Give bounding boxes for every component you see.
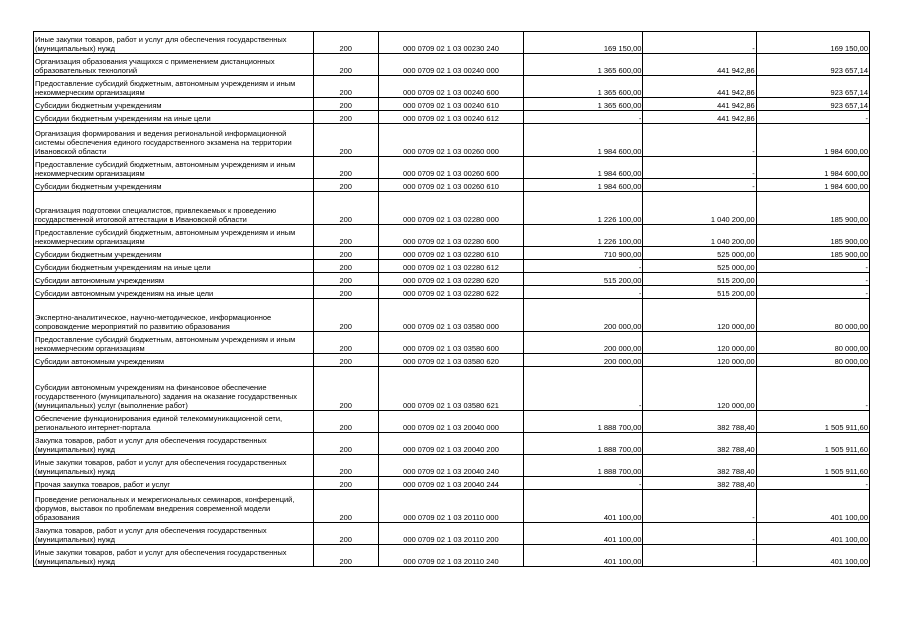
- row-executed-cell: -: [643, 545, 756, 567]
- row-approved-cell: 515 200,00: [524, 273, 643, 286]
- row-executed-cell: 382 788,40: [643, 433, 756, 455]
- row-unexecuted-cell: -: [756, 367, 869, 411]
- row-unexecuted-cell: -: [756, 477, 869, 490]
- row-unexecuted-cell: 1 505 911,60: [756, 433, 869, 455]
- row-name-cell: Иные закупки товаров, работ и услуг для обеспечения государственных (муниципальных) нужд: [34, 545, 314, 567]
- row-code-cell: 200: [313, 98, 378, 111]
- row-approved-cell: 1 365 600,00: [524, 54, 643, 76]
- row-executed-cell: 382 788,40: [643, 455, 756, 477]
- row-executed-cell: 120 000,00: [643, 299, 756, 332]
- table-row: [34, 455, 870, 477]
- row-code-cell: 200: [313, 260, 378, 273]
- table-row: [34, 411, 870, 433]
- row-approved-cell: -: [524, 477, 643, 490]
- table-row: [34, 523, 870, 545]
- row-name-cell: Предоставление субсидий бюджетным, автономным учреждениям и иным некоммерческим организациям: [34, 225, 314, 247]
- row-kbk-cell: 000 0709 02 1 03 02280 622: [378, 286, 523, 299]
- row-name-cell: Иные закупки товаров, работ и услуг для обеспечения государственных (муниципальных) нужд: [34, 455, 314, 477]
- row-code-cell: 200: [313, 76, 378, 98]
- row-approved-cell: 401 100,00: [524, 490, 643, 523]
- row-name-cell: Субсидии автономным учреждениям: [34, 273, 314, 286]
- row-kbk-cell: 000 0709 02 1 03 20110 000: [378, 490, 523, 523]
- row-kbk-cell: 000 0709 02 1 03 02280 000: [378, 192, 523, 225]
- row-code-cell: 200: [313, 124, 378, 157]
- table-row: [34, 32, 870, 54]
- row-executed-cell: 515 200,00: [643, 273, 756, 286]
- table-row: [34, 354, 870, 367]
- row-code-cell: 200: [313, 273, 378, 286]
- row-approved-cell: 401 100,00: [524, 545, 643, 567]
- row-executed-cell: -: [643, 179, 756, 192]
- row-code-cell: 200: [313, 411, 378, 433]
- row-name-cell: Обеспечение функционирования единой телекоммуникационной сети, регионального интернет-портала: [34, 411, 314, 433]
- row-unexecuted-cell: 169 150,00: [756, 32, 869, 54]
- row-code-cell: 200: [313, 433, 378, 455]
- table-body: [34, 32, 870, 567]
- row-kbk-cell: 000 0709 02 1 03 02280 612: [378, 260, 523, 273]
- row-code-cell: 200: [313, 111, 378, 124]
- row-code-cell: 200: [313, 32, 378, 54]
- table-row: [34, 332, 870, 354]
- row-approved-cell: 200 000,00: [524, 299, 643, 332]
- row-executed-cell: 120 000,00: [643, 354, 756, 367]
- table-row: [34, 433, 870, 455]
- row-kbk-cell: 000 0709 02 1 03 03580 600: [378, 332, 523, 354]
- row-approved-cell: -: [524, 286, 643, 299]
- row-kbk-cell: 000 0709 02 1 03 20110 240: [378, 545, 523, 567]
- row-approved-cell: 200 000,00: [524, 354, 643, 367]
- row-executed-cell: 120 000,00: [643, 367, 756, 411]
- row-executed-cell: -: [643, 523, 756, 545]
- row-executed-cell: 525 000,00: [643, 247, 756, 260]
- row-name-cell: Субсидии автономным учреждениям: [34, 354, 314, 367]
- row-unexecuted-cell: 401 100,00: [756, 545, 869, 567]
- row-code-cell: 200: [313, 157, 378, 179]
- table-row: [34, 273, 870, 286]
- row-code-cell: 200: [313, 286, 378, 299]
- row-unexecuted-cell: 185 900,00: [756, 225, 869, 247]
- row-executed-cell: 1 040 200,00: [643, 225, 756, 247]
- row-approved-cell: -: [524, 260, 643, 273]
- row-approved-cell: 1 365 600,00: [524, 98, 643, 111]
- row-unexecuted-cell: 80 000,00: [756, 332, 869, 354]
- row-code-cell: 200: [313, 299, 378, 332]
- table-row: [34, 247, 870, 260]
- row-unexecuted-cell: 401 100,00: [756, 490, 869, 523]
- row-name-cell: Субсидии бюджетным учреждениям: [34, 179, 314, 192]
- row-kbk-cell: 000 0709 02 1 03 00240 000: [378, 54, 523, 76]
- row-name-cell: Субсидии бюджетным учреждениям: [34, 98, 314, 111]
- row-unexecuted-cell: 185 900,00: [756, 247, 869, 260]
- table-row: [34, 545, 870, 567]
- row-code-cell: 200: [313, 490, 378, 523]
- row-approved-cell: -: [524, 367, 643, 411]
- row-approved-cell: 169 150,00: [524, 32, 643, 54]
- row-code-cell: 200: [313, 367, 378, 411]
- row-executed-cell: 441 942,86: [643, 111, 756, 124]
- row-kbk-cell: 000 0709 02 1 03 00260 600: [378, 157, 523, 179]
- row-executed-cell: 441 942,86: [643, 54, 756, 76]
- table-row: [34, 477, 870, 490]
- row-approved-cell: -: [524, 111, 643, 124]
- row-executed-cell: 382 788,40: [643, 477, 756, 490]
- row-kbk-cell: 000 0709 02 1 03 00240 612: [378, 111, 523, 124]
- row-code-cell: 200: [313, 455, 378, 477]
- row-executed-cell: 1 040 200,00: [643, 192, 756, 225]
- row-kbk-cell: 000 0709 02 1 03 03580 620: [378, 354, 523, 367]
- row-code-cell: 200: [313, 545, 378, 567]
- table-row: [34, 124, 870, 157]
- row-name-cell: Организация подготовки специалистов, привлекаемых к проведению государственной итоговой аттестации в Ивановской области: [34, 192, 314, 225]
- row-approved-cell: 1 984 600,00: [524, 124, 643, 157]
- table-row: [34, 179, 870, 192]
- row-name-cell: Организация образования учащихся с применением дистанционных образовательных технологий: [34, 54, 314, 76]
- row-name-cell: Закупка товаров, работ и услуг для обеспечения государственных (муниципальных) нужд: [34, 523, 314, 545]
- row-code-cell: 200: [313, 54, 378, 76]
- row-unexecuted-cell: 1 984 600,00: [756, 157, 869, 179]
- table-row: [34, 490, 870, 523]
- row-code-cell: 200: [313, 332, 378, 354]
- row-name-cell: Закупка товаров, работ и услуг для обеспечения государственных (муниципальных) нужд: [34, 433, 314, 455]
- row-approved-cell: 1 984 600,00: [524, 157, 643, 179]
- row-unexecuted-cell: 185 900,00: [756, 192, 869, 225]
- row-unexecuted-cell: 1 984 600,00: [756, 124, 869, 157]
- row-name-cell: Субсидии автономным учреждениям на финансовое обеспечение государственного (муниципального) задания на оказание государственных (муниципальных) услуг (выполнение работ): [34, 367, 314, 411]
- table-row: [34, 225, 870, 247]
- row-name-cell: Проведение региональных и межрегиональных семинаров, конференций, форумов, выставок по проблемам внедрения современной модели образования: [34, 490, 314, 523]
- row-code-cell: 200: [313, 354, 378, 367]
- table-row: [34, 286, 870, 299]
- row-executed-cell: -: [643, 157, 756, 179]
- row-kbk-cell: 000 0709 02 1 03 00260 610: [378, 179, 523, 192]
- row-unexecuted-cell: 1 984 600,00: [756, 179, 869, 192]
- row-approved-cell: 710 900,00: [524, 247, 643, 260]
- row-executed-cell: 515 200,00: [643, 286, 756, 299]
- row-kbk-cell: 000 0709 02 1 03 02280 600: [378, 225, 523, 247]
- row-kbk-cell: 000 0709 02 1 03 20110 200: [378, 523, 523, 545]
- row-kbk-cell: 000 0709 02 1 03 20040 240: [378, 455, 523, 477]
- row-name-cell: Предоставление субсидий бюджетным, автономным учреждениям и иным некоммерческим организациям: [34, 332, 314, 354]
- row-code-cell: 200: [313, 192, 378, 225]
- row-executed-cell: 525 000,00: [643, 260, 756, 273]
- row-name-cell: Субсидии бюджетным учреждениям на иные цели: [34, 260, 314, 273]
- row-name-cell: Предоставление субсидий бюджетным, автономным учреждениям и иным некоммерческим организациям: [34, 76, 314, 98]
- row-kbk-cell: 000 0709 02 1 03 00240 610: [378, 98, 523, 111]
- table-row: [34, 299, 870, 332]
- row-approved-cell: 1 226 100,00: [524, 225, 643, 247]
- row-kbk-cell: 000 0709 02 1 03 02280 620: [378, 273, 523, 286]
- row-kbk-cell: 000 0709 02 1 03 20040 000: [378, 411, 523, 433]
- row-executed-cell: -: [643, 490, 756, 523]
- row-name-cell: Организация формирования и ведения региональной информационной системы обеспечения единого государственного экзамена на территории Ивановской области: [34, 124, 314, 157]
- row-unexecuted-cell: 923 657,14: [756, 98, 869, 111]
- row-executed-cell: 441 942,86: [643, 98, 756, 111]
- row-name-cell: Субсидии бюджетным учреждениям: [34, 247, 314, 260]
- table-row: [34, 54, 870, 76]
- row-unexecuted-cell: -: [756, 111, 869, 124]
- row-unexecuted-cell: 80 000,00: [756, 354, 869, 367]
- table-row: [34, 367, 870, 411]
- row-name-cell: Предоставление субсидий бюджетным, автономным учреждениям и иным некоммерческим организациям: [34, 157, 314, 179]
- row-approved-cell: 401 100,00: [524, 523, 643, 545]
- row-unexecuted-cell: -: [756, 260, 869, 273]
- row-kbk-cell: 000 0709 02 1 03 20040 244: [378, 477, 523, 490]
- row-kbk-cell: 000 0709 02 1 03 03580 000: [378, 299, 523, 332]
- row-approved-cell: 1 226 100,00: [524, 192, 643, 225]
- row-unexecuted-cell: 1 505 911,60: [756, 411, 869, 433]
- row-kbk-cell: 000 0709 02 1 03 02280 610: [378, 247, 523, 260]
- row-unexecuted-cell: 923 657,14: [756, 76, 869, 98]
- table-row: [34, 260, 870, 273]
- row-unexecuted-cell: -: [756, 273, 869, 286]
- row-unexecuted-cell: 80 000,00: [756, 299, 869, 332]
- row-executed-cell: 120 000,00: [643, 332, 756, 354]
- row-unexecuted-cell: 923 657,14: [756, 54, 869, 76]
- row-approved-cell: 1 984 600,00: [524, 179, 643, 192]
- row-executed-cell: 441 942,86: [643, 76, 756, 98]
- row-name-cell: Иные закупки товаров, работ и услуг для обеспечения государственных (муниципальных) нужд: [34, 32, 314, 54]
- row-approved-cell: 1 365 600,00: [524, 76, 643, 98]
- table-row: [34, 98, 870, 111]
- row-unexecuted-cell: -: [756, 286, 869, 299]
- row-code-cell: 200: [313, 477, 378, 490]
- row-kbk-cell: 000 0709 02 1 03 00240 600: [378, 76, 523, 98]
- row-unexecuted-cell: 401 100,00: [756, 523, 869, 545]
- row-code-cell: 200: [313, 523, 378, 545]
- row-name-cell: Субсидии бюджетным учреждениям на иные цели: [34, 111, 314, 124]
- row-approved-cell: 200 000,00: [524, 332, 643, 354]
- row-executed-cell: -: [643, 124, 756, 157]
- row-executed-cell: 382 788,40: [643, 411, 756, 433]
- row-approved-cell: 1 888 700,00: [524, 433, 643, 455]
- row-kbk-cell: 000 0709 02 1 03 03580 621: [378, 367, 523, 411]
- row-name-cell: Субсидии автономным учреждениям на иные цели: [34, 286, 314, 299]
- row-code-cell: 200: [313, 225, 378, 247]
- row-approved-cell: 1 888 700,00: [524, 411, 643, 433]
- row-kbk-cell: 000 0709 02 1 03 20040 200: [378, 433, 523, 455]
- budget-execution-table: [33, 31, 870, 567]
- row-name-cell: Экспертно-аналитическое, научно-методическое, информационное сопровождение мероприятий по развитию образования: [34, 299, 314, 332]
- row-name-cell: Прочая закупка товаров, работ и услуг: [34, 477, 314, 490]
- row-code-cell: 200: [313, 247, 378, 260]
- table-row: [34, 192, 870, 225]
- row-kbk-cell: 000 0709 02 1 03 00260 000: [378, 124, 523, 157]
- row-unexecuted-cell: 1 505 911,60: [756, 455, 869, 477]
- row-approved-cell: 1 888 700,00: [524, 455, 643, 477]
- table-row: [34, 111, 870, 124]
- table-row: [34, 157, 870, 179]
- row-kbk-cell: 000 0709 02 1 03 00230 240: [378, 32, 523, 54]
- row-executed-cell: -: [643, 32, 756, 54]
- table-row: [34, 76, 870, 98]
- row-code-cell: 200: [313, 179, 378, 192]
